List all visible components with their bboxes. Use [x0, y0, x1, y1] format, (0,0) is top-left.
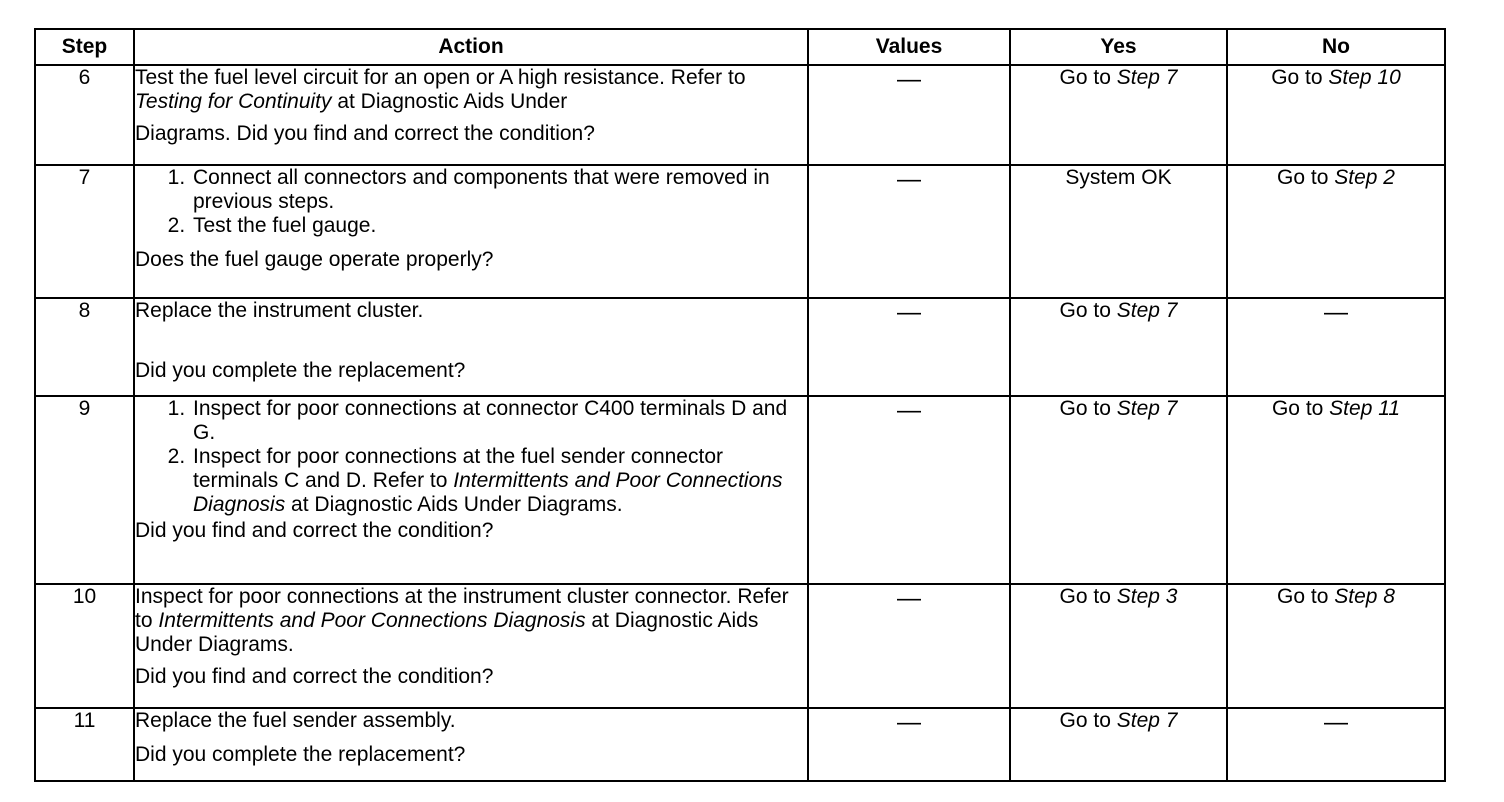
header-yes: Yes — [1010, 29, 1227, 65]
action-cell — [134, 396, 808, 584]
step-number: 9 — [35, 396, 134, 584]
header-values: Values — [808, 29, 1010, 65]
action-cell — [134, 298, 808, 396]
header-row — [35, 29, 1445, 65]
table-row — [35, 396, 1445, 584]
list-item: 1. Connect all connectors and components that were removed in previous steps. — [191, 166, 807, 214]
header-no: No — [1227, 29, 1445, 65]
yes-cell: Go to Step 7 — [1010, 65, 1227, 165]
table-row — [35, 298, 1445, 396]
yes-cell: System OK — [1010, 165, 1227, 298]
step-number: 11 — [35, 708, 134, 781]
action-question: Did you complete the replacement? — [135, 359, 466, 382]
list-item: 2. Inspect for poor connections at the fuel sender connector terminals C and D. Refer to Intermittents and Poor Connections Diagnosis at Diagnostic Aids Under Diagrams. — [191, 445, 807, 517]
header-action: Action — [134, 29, 808, 65]
values-cell: — — [808, 165, 1010, 298]
action-cell — [134, 708, 808, 781]
no-cell: — — [1227, 708, 1445, 781]
action-cell — [134, 165, 808, 298]
no-cell: Go to Step 10 — [1227, 65, 1445, 165]
values-cell: — — [808, 708, 1010, 781]
values-cell: — — [808, 298, 1010, 396]
yes-cell: Go to Step 3 — [1010, 584, 1227, 708]
header-step: Step — [35, 29, 134, 65]
no-cell: Go to Step 8 — [1227, 584, 1445, 708]
action-instruction: Replace the instrument cluster. — [135, 299, 424, 322]
action-instruction: Inspect for poor connections at the instrument cluster connector. Refer to Intermittents and Poor Connections Diagnosis at Diagnostic Aids Under Diagrams. — [135, 585, 789, 656]
no-cell: — — [1227, 298, 1445, 396]
no-cell: Go to Step 2 — [1227, 165, 1445, 298]
no-cell: Go to Step 11 — [1227, 396, 1445, 584]
yes-cell: Go to Step 7 — [1010, 708, 1227, 781]
step-number: 6 — [35, 65, 134, 165]
diagnostic-table — [34, 28, 1446, 782]
table-row — [35, 65, 1445, 165]
action-list — [135, 166, 807, 238]
values-cell: — — [808, 396, 1010, 584]
list-item: 2. Test the fuel gauge. — [191, 214, 807, 238]
action-question: Does the fuel gauge operate properly? — [135, 248, 494, 271]
action-cell — [134, 65, 808, 165]
table-row — [35, 708, 1445, 781]
action-question: Diagrams. Did you find and correct the condition? — [135, 122, 595, 145]
action-list — [135, 397, 807, 517]
table-row — [35, 165, 1445, 298]
action-question: Did you find and correct the condition? — [135, 519, 494, 542]
action-instruction: Test the fuel level circuit for an open or A high resistance. Refer to Testing for Continuity at Diagnostic Aids Under — [135, 66, 746, 113]
yes-cell: Go to Step 7 — [1010, 298, 1227, 396]
action-instruction: Replace the fuel sender assembly. — [135, 709, 456, 732]
table-row — [35, 584, 1445, 708]
step-number: 10 — [35, 584, 134, 708]
values-cell: — — [808, 584, 1010, 708]
list-item: 1. Inspect for poor connections at connector C400 terminals D and G. — [191, 397, 807, 445]
yes-cell: Go to Step 7 — [1010, 396, 1227, 584]
values-cell: — — [808, 65, 1010, 165]
action-question: Did you find and correct the condition? — [135, 665, 494, 688]
action-cell — [134, 584, 808, 708]
step-number: 8 — [35, 298, 134, 396]
action-question: Did you complete the replacement? — [135, 743, 466, 766]
step-number: 7 — [35, 165, 134, 298]
